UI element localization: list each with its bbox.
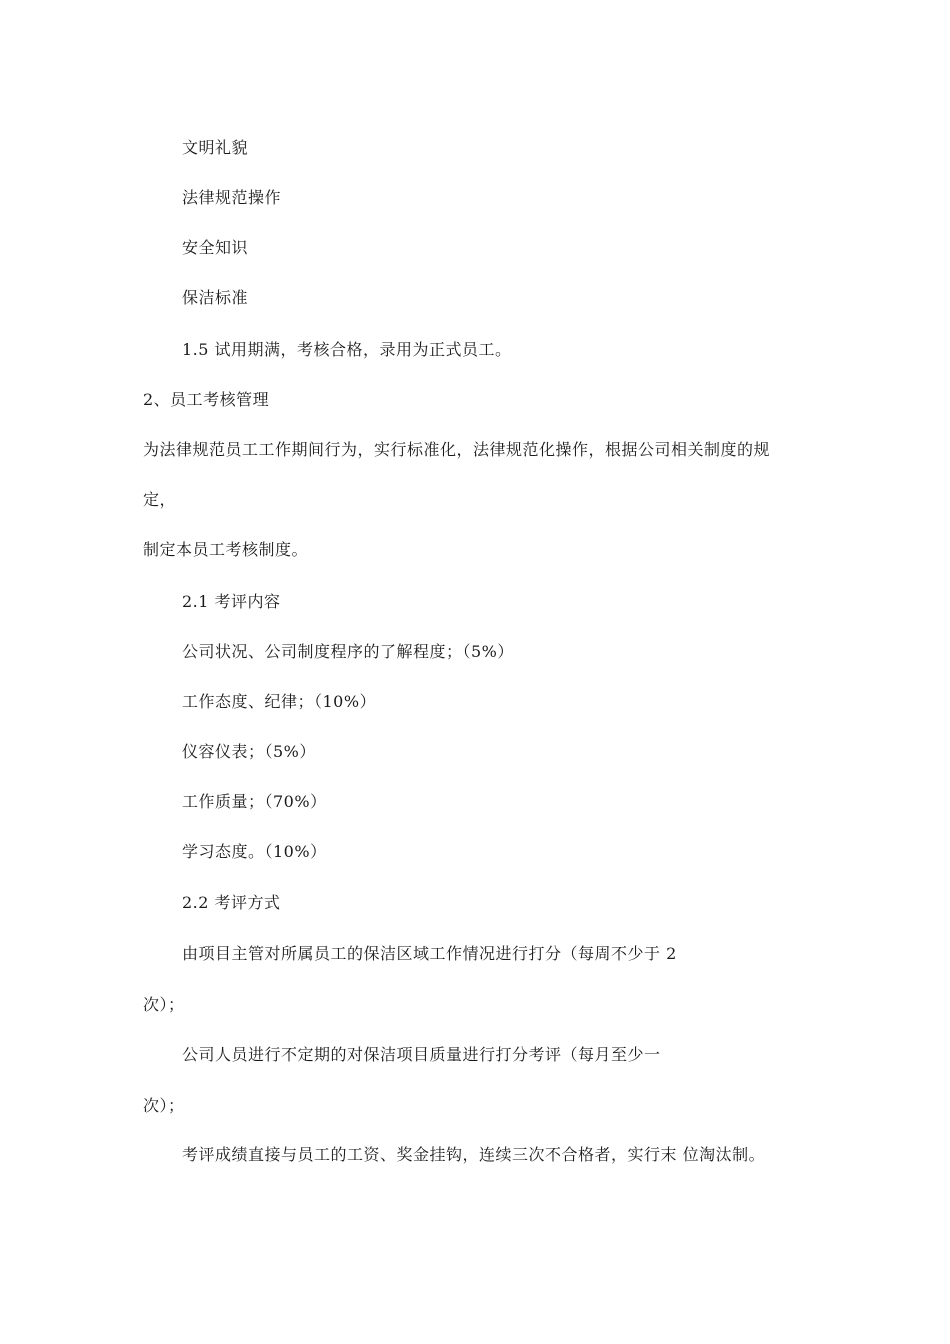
paragraph-probation: 1.5 试用期满，考核合格，录用为正式员工。 (182, 340, 512, 359)
paragraph-intro-line-1: 为法律规范员工工作期间行为，实行标准化，法律规范化操作，根据公司相关制度的规 (143, 440, 771, 459)
list-item-appearance: 仪容仪表；（5%） (182, 742, 316, 761)
section-heading-assessment: 2、员工考核管理 (143, 390, 270, 409)
paragraph-intro-line-2: 定， (143, 490, 177, 509)
list-item-legal-operation: 法律规范操作 (182, 188, 282, 207)
paragraph-intro-line-3: 制定本员工考核制度。 (143, 540, 309, 559)
subheading-evaluation-method: 2.2 考评方式 (182, 893, 281, 912)
paragraph-salary-link: 考评成绩直接与员工的工资、奖金挂钩，连续三次不合格者，实行末 位淘汰制。 (182, 1145, 766, 1164)
list-item-work-attitude: 工作态度、纪律；（10%） (182, 692, 377, 711)
paragraph-company-scoring-line-2: 次）； (143, 1096, 185, 1115)
list-item-learning-attitude: 学习态度。（10%） (182, 842, 327, 861)
paragraph-supervisor-scoring-line-1: 由项目主管对所属员工的保洁区域工作情况进行打分（每周不少于 2 (182, 944, 677, 963)
subheading-evaluation-content: 2.1 考评内容 (182, 592, 281, 611)
list-item-work-quality: 工作质量；（70%） (182, 792, 327, 811)
paragraph-supervisor-scoring-line-2: 次）； (143, 995, 185, 1014)
list-item-courtesy: 文明礼貌 (182, 138, 249, 157)
paragraph-company-scoring-line-1: 公司人员进行不定期的对保洁项目质量进行打分考评（每月至少一 (182, 1045, 661, 1064)
list-item-company-knowledge: 公司状况、公司制度程序的了解程度；（5%） (182, 642, 514, 661)
list-item-safety-knowledge: 安全知识 (182, 238, 249, 257)
list-item-cleaning-standard: 保洁标准 (182, 288, 249, 307)
